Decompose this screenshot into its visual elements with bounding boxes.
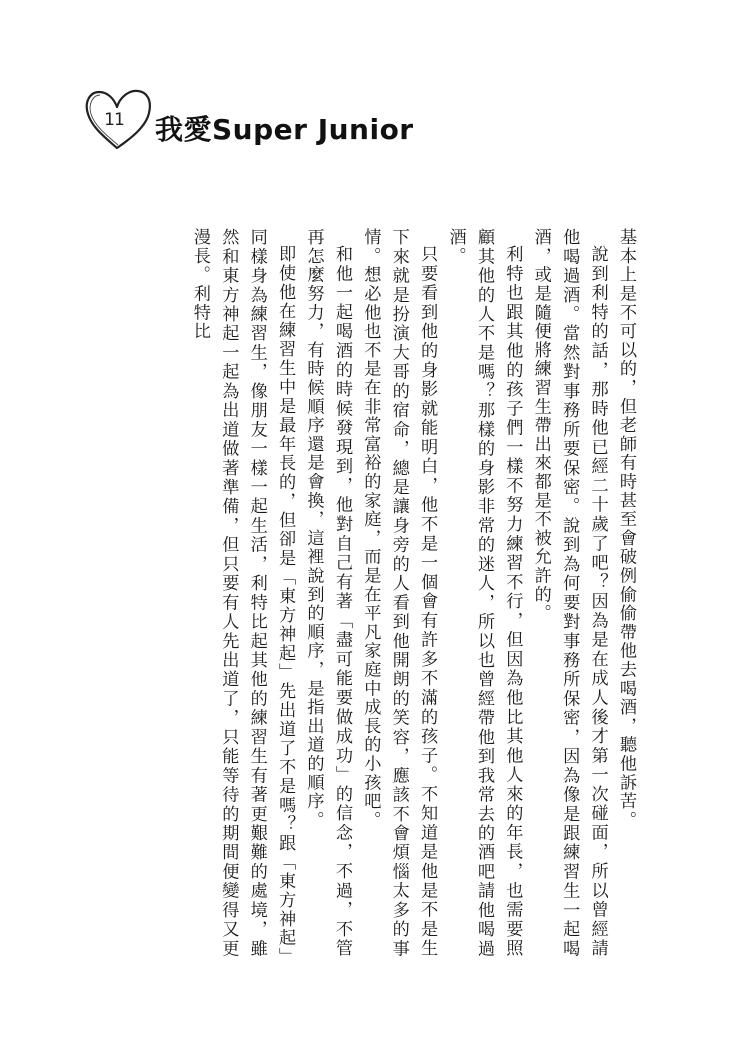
heart-icon [82, 82, 154, 154]
paragraph: 和他一起喝酒的時候發現到，他對自己有著「盡可能要做成功」的信念，不過，不管再怎麼努力，有時候順序還是會換，這裡說到的順序，是指出道的順序。 [303, 228, 352, 958]
vertical-body-text [100, 228, 640, 958]
paragraph: 即使他在練習生中是最年長的，但卻是「東方神起」先出道了不是嗎？跟「東方神起」同樣身為練習生，像朋友一樣一起生活，利特比起其他的練習生有著更艱難的處境，雖然和東方神起一起為出道做著準備，但只要有人先出道了，只能等待的期間便變得又更漫長。利特比 [189, 228, 296, 958]
paragraph: 說到利特的話，那時他已經二十歲了吧？因為是在成人後才第一次碰面，所以曾經請他喝過酒。當然對事務所要保密。說到為何要對事務所保密，因為像是跟練習生一起喝酒，或是隨便將練習生帶出來都是不被允許的。 [530, 228, 608, 958]
paragraph: 只要看到他的身影就能明白，他不是一個會有許多不滿的孩子。不知道是他是不是生下來就是扮演大哥的宿命，總是讓身旁的人看到他開朗的笑容，應該不會煩惱太多的事情。想必他也不是在非常富裕的家庭，而是在平凡家庭中成長的小孩吧。 [360, 228, 438, 958]
paragraph: 基本上是不可以的，但老師有時甚至會破例偷偷帶他去喝酒，聽他訴苦。 [616, 228, 636, 830]
chapter-number: 11 [104, 110, 124, 130]
chapter-title: 我愛Super Junior [155, 113, 414, 146]
paragraph: 利特也跟其他的孩子們一樣不努力練習不行，但因為他比其他人來的年長，也需要照顧其他的人不是嗎？那樣的身影非常的迷人，所以也曾經帶他到我常去的酒吧請他喝過酒。 [445, 228, 523, 958]
chapter-header [82, 82, 482, 162]
